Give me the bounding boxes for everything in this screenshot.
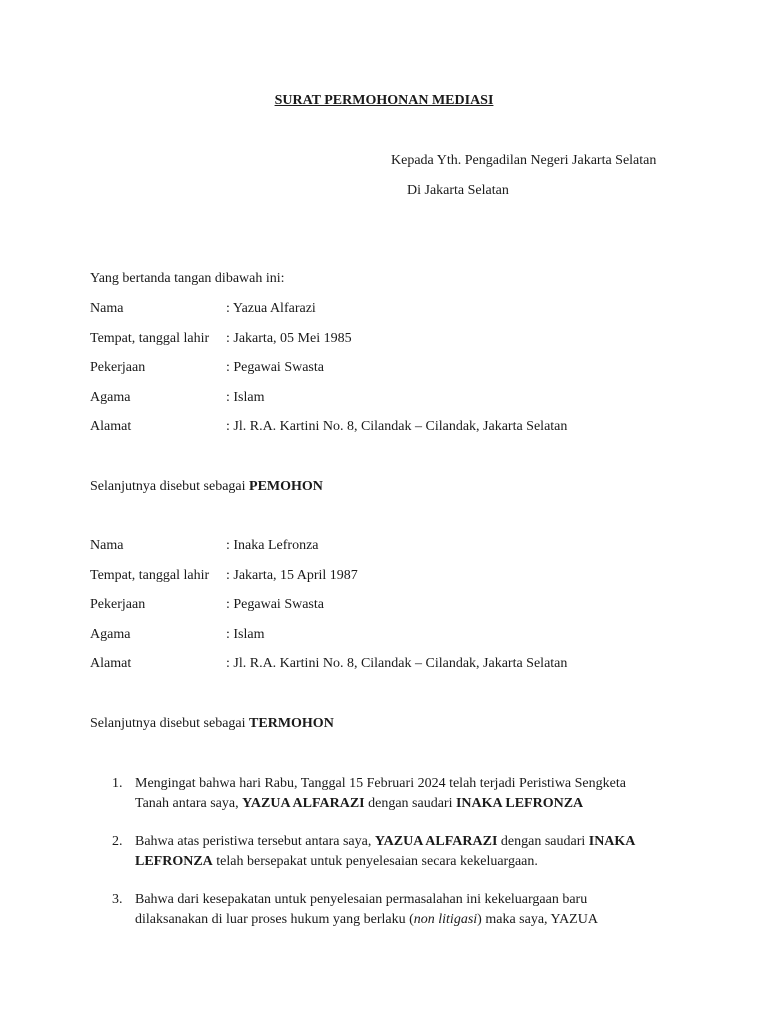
label-agama: Agama <box>90 627 131 642</box>
label-ttl: Tempat, tanggal lahir <box>90 331 210 346</box>
value-ttl: : Jakarta, 15 April 1987 <box>226 568 358 583</box>
pemohon-label: PEMOHON <box>249 479 323 494</box>
list-number: 3. <box>112 892 123 907</box>
value-pekerjaan: : Pegawai Swasta <box>226 360 324 375</box>
list-line <box>135 794 695 814</box>
party-name: YAZUA ALFARAZI <box>374 834 498 849</box>
label-nama: Nama <box>90 538 124 553</box>
list-text <box>135 890 695 930</box>
list-text <box>135 774 695 814</box>
address-line-city: Di Jakarta Selatan <box>407 183 509 198</box>
value-alamat: : Jl. R.A. Kartini No. 8, Cilandak – Cilandak, Jakarta Selatan <box>226 656 568 671</box>
label-alamat: Alamat <box>90 419 132 434</box>
label-ttl: Tempat, tanggal lahir <box>90 568 210 583</box>
label-pekerjaan: Pekerjaan <box>90 360 146 375</box>
designation-prefix: Selanjutnya disebut sebagai <box>90 479 250 494</box>
party-name: INAKA LEFRONZA <box>455 796 584 811</box>
party-name: LEFRONZA <box>135 854 213 869</box>
text-span: telah bersepakat untuk penyelesaian secara kekeluargaan. <box>212 854 538 869</box>
value-nama: : Yazua Alfarazi <box>226 301 316 316</box>
list-number: 2. <box>112 834 123 849</box>
designation-prefix: Selanjutnya disebut sebagai <box>90 716 250 731</box>
value-agama: : Islam <box>226 627 265 642</box>
list-line: Bahwa dari kesepakatan untuk penyelesaian permasalahan ini kekeluargaan baru <box>135 892 588 907</box>
list-line <box>135 852 695 872</box>
value-pekerjaan: : Pegawai Swasta <box>226 597 324 612</box>
text-span: Tanah antara saya, <box>135 796 243 811</box>
label-pekerjaan: Pekerjaan <box>90 597 146 612</box>
party-name: INAKA <box>588 834 636 849</box>
party-name: YAZUA ALFARAZI <box>242 796 365 811</box>
text-span: dengan saudari <box>497 834 589 849</box>
text-span: dengan saudari <box>364 796 456 811</box>
value-alamat: : Jl. R.A. Kartini No. 8, Cilandak – Cilandak, Jakarta Selatan <box>226 419 568 434</box>
text-span: ) maka saya, YAZUA <box>477 912 598 927</box>
text-span: Bahwa atas peristiwa tersebut antara saya, <box>135 834 375 849</box>
text-span: dilaksanakan di luar proses hukum yang berlaku ( <box>135 912 414 927</box>
list-line: Mengingat bahwa hari Rabu, Tanggal 15 Februari 2024 telah terjadi Peristiwa Sengketa <box>135 776 626 791</box>
label-agama: Agama <box>90 390 131 405</box>
value-agama: : Islam <box>226 390 265 405</box>
label-alamat: Alamat <box>90 656 132 671</box>
list-number: 1. <box>112 776 123 791</box>
document-title: SURAT PERMOHONAN MEDIASI <box>274 93 494 108</box>
termohon-label: TERMOHON <box>249 716 334 731</box>
designation-pemohon <box>90 479 323 495</box>
address-line-recipient: Kepada Yth. Pengadilan Negeri Jakarta Selatan <box>391 153 657 168</box>
list-line <box>135 910 695 930</box>
italic-term: non litigasi <box>413 912 478 927</box>
designation-termohon <box>90 716 334 732</box>
value-ttl: : Jakarta, 05 Mei 1985 <box>226 331 352 346</box>
list-line <box>135 832 695 852</box>
value-nama: : Inaka Lefronza <box>226 538 319 553</box>
label-nama: Nama <box>90 301 124 316</box>
intro-text: Yang bertanda tangan dibawah ini: <box>90 271 285 286</box>
list-text <box>135 832 695 872</box>
